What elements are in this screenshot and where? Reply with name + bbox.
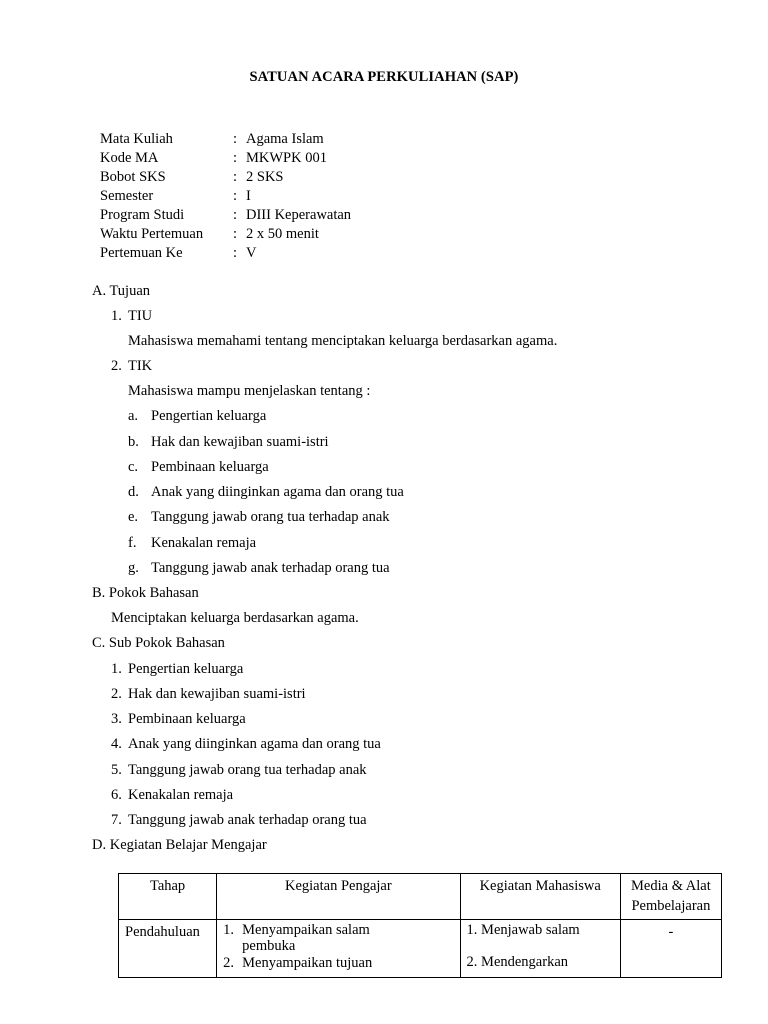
info-colon: : — [233, 226, 238, 242]
tik-item — [128, 484, 404, 501]
list-item-number: 2. — [223, 954, 235, 971]
info-label: Waktu Pertemuan — [100, 226, 204, 242]
info-row-waktu-pertemuan — [100, 226, 351, 245]
section-d-heading: D. Kegiatan Belajar Mengajar — [92, 837, 267, 853]
sub-topic-number: 7. — [111, 812, 122, 828]
sub-topic-item — [111, 762, 367, 779]
info-colon: : — [233, 188, 238, 204]
info-value: 2 SKS — [246, 169, 284, 185]
tik-item — [128, 408, 266, 425]
sub-topic-number: 6. — [111, 787, 122, 803]
tik-item-letter: g. — [128, 560, 139, 576]
info-value: Agama Islam — [246, 131, 324, 147]
sub-topic-text: Pengertian keluarga — [128, 661, 244, 677]
sub-topic-number: 4. — [111, 736, 122, 752]
tik-item-text: Pengertian keluarga — [151, 408, 267, 424]
info-value: 2 x 50 menit — [246, 226, 319, 242]
sub-topic-number: 2. — [111, 686, 122, 702]
sub-topic-text: Hak dan kewajiban suami-istri — [128, 686, 306, 702]
header-media-alat: Media & Alat Pembelajaran — [620, 874, 721, 920]
sub-topic-number: 1. — [111, 661, 122, 677]
section-c-heading: C. Sub Pokok Bahasan — [92, 635, 225, 651]
tik-item-letter: e. — [128, 509, 139, 525]
info-value: I — [246, 188, 251, 204]
course-info — [100, 131, 351, 264]
list-item-text: Menyampaikan salam pembuka — [242, 921, 370, 955]
info-row-semester — [100, 188, 351, 207]
sub-topic-text: Tanggung jawab orang tua terhadap anak — [128, 762, 367, 778]
cell-mahasiswa — [460, 919, 620, 977]
sub-topic-item — [111, 661, 243, 678]
tik-item-text: Pembinaan keluarga — [151, 459, 269, 475]
list-item — [223, 955, 453, 972]
tik-item — [128, 509, 390, 526]
tik-item-letter: c. — [128, 459, 139, 475]
info-row-pertemuan-ke — [100, 245, 351, 264]
info-label: Bobot SKS — [100, 169, 166, 185]
sub-topic-text: Pembinaan keluarga — [128, 711, 246, 727]
tik-item-text: Tanggung jawab orang tua terhadap anak — [151, 509, 390, 525]
info-row-mata-kuliah — [100, 131, 351, 150]
info-row-program-studi — [100, 207, 351, 226]
tik-item-text: Hak dan kewajiban suami-istri — [151, 434, 329, 450]
list-item: 2. Mendengarkan — [466, 954, 569, 971]
tik-item — [128, 560, 390, 577]
tik-item-letter: f. — [128, 535, 137, 551]
table-row — [119, 919, 722, 977]
sub-topic-item — [111, 686, 306, 703]
list-item-text: Menyampaikan tujuan — [242, 954, 373, 971]
tik-label: TIK — [128, 358, 153, 374]
tiu-text: Mahasiswa memahami tentang menciptakan keluarga berdasarkan agama. — [128, 333, 558, 349]
info-value: V — [246, 245, 257, 261]
sub-topic-text: Kenakalan remaja — [128, 787, 234, 803]
tik-item-letter: b. — [128, 434, 139, 450]
sub-topic-number: 3. — [111, 711, 122, 727]
section-b-text: Menciptakan keluarga berdasarkan agama. — [111, 610, 359, 626]
kbm-table — [118, 873, 722, 978]
tik-heading — [111, 358, 152, 375]
list-item: 1. Menjawab salam — [466, 921, 580, 938]
header-kegiatan-mahasiswa: Kegiatan Mahasiswa — [460, 874, 620, 920]
sub-topic-number: 5. — [111, 762, 122, 778]
sub-topic-text: Tanggung jawab anak terhadap orang tua — [128, 812, 367, 828]
section-b-heading: B. Pokok Bahasan — [92, 585, 199, 601]
sub-topic-item — [111, 812, 367, 829]
tik-item — [128, 434, 329, 451]
header-kegiatan-pengajar: Kegiatan Pengajar — [217, 874, 460, 920]
sub-topic-item — [111, 736, 381, 753]
sub-topic-text: Anak yang diinginkan agama dan orang tua — [128, 736, 381, 752]
tiu-number: 1. — [111, 308, 122, 324]
info-colon: : — [233, 131, 238, 147]
info-value: MKWPK 001 — [246, 150, 327, 166]
tik-item-text: Tanggung jawab anak terhadap orang tua — [151, 560, 390, 576]
info-label: Pertemuan Ke — [100, 245, 183, 261]
info-label: Program Studi — [100, 207, 185, 223]
list-item-number: 1. — [223, 921, 235, 938]
section-a-heading: A. Tujuan — [92, 283, 151, 299]
document-title: SATUAN ACARA PERKULIAHAN (SAP) — [249, 69, 519, 85]
info-colon: : — [233, 169, 238, 185]
list-item — [223, 922, 453, 955]
cell-media: - — [620, 919, 721, 977]
sub-topic-item — [111, 787, 233, 804]
info-colon: : — [233, 245, 238, 261]
tik-item — [128, 459, 269, 476]
sub-topic-item — [111, 711, 246, 728]
info-row-kode-ma — [100, 150, 351, 169]
header-tahap: Tahap — [119, 874, 217, 920]
tik-item-letter: d. — [128, 484, 139, 500]
info-colon: : — [233, 150, 238, 166]
cell-tahap: Pendahuluan — [119, 919, 217, 977]
info-label: Kode MA — [100, 150, 159, 166]
tik-number: 2. — [111, 358, 122, 374]
pengajar-list — [223, 922, 453, 972]
tik-item-text: Kenakalan remaja — [151, 535, 257, 551]
info-value: DIII Keperawatan — [246, 207, 352, 223]
tik-item-letter: a. — [128, 408, 139, 424]
info-colon: : — [233, 207, 238, 223]
info-label: Semester — [100, 188, 154, 204]
tiu-label: TIU — [128, 308, 153, 324]
info-row-bobot-sks — [100, 169, 351, 188]
tik-item-text: Anak yang diinginkan agama dan orang tua — [151, 484, 404, 500]
info-label: Mata Kuliah — [100, 131, 173, 147]
tik-item — [128, 535, 256, 552]
tik-intro: Mahasiswa mampu menjelaskan tentang : — [128, 383, 371, 399]
cell-pengajar — [217, 919, 460, 977]
tiu-heading — [111, 308, 152, 325]
table-header-row — [119, 874, 722, 920]
